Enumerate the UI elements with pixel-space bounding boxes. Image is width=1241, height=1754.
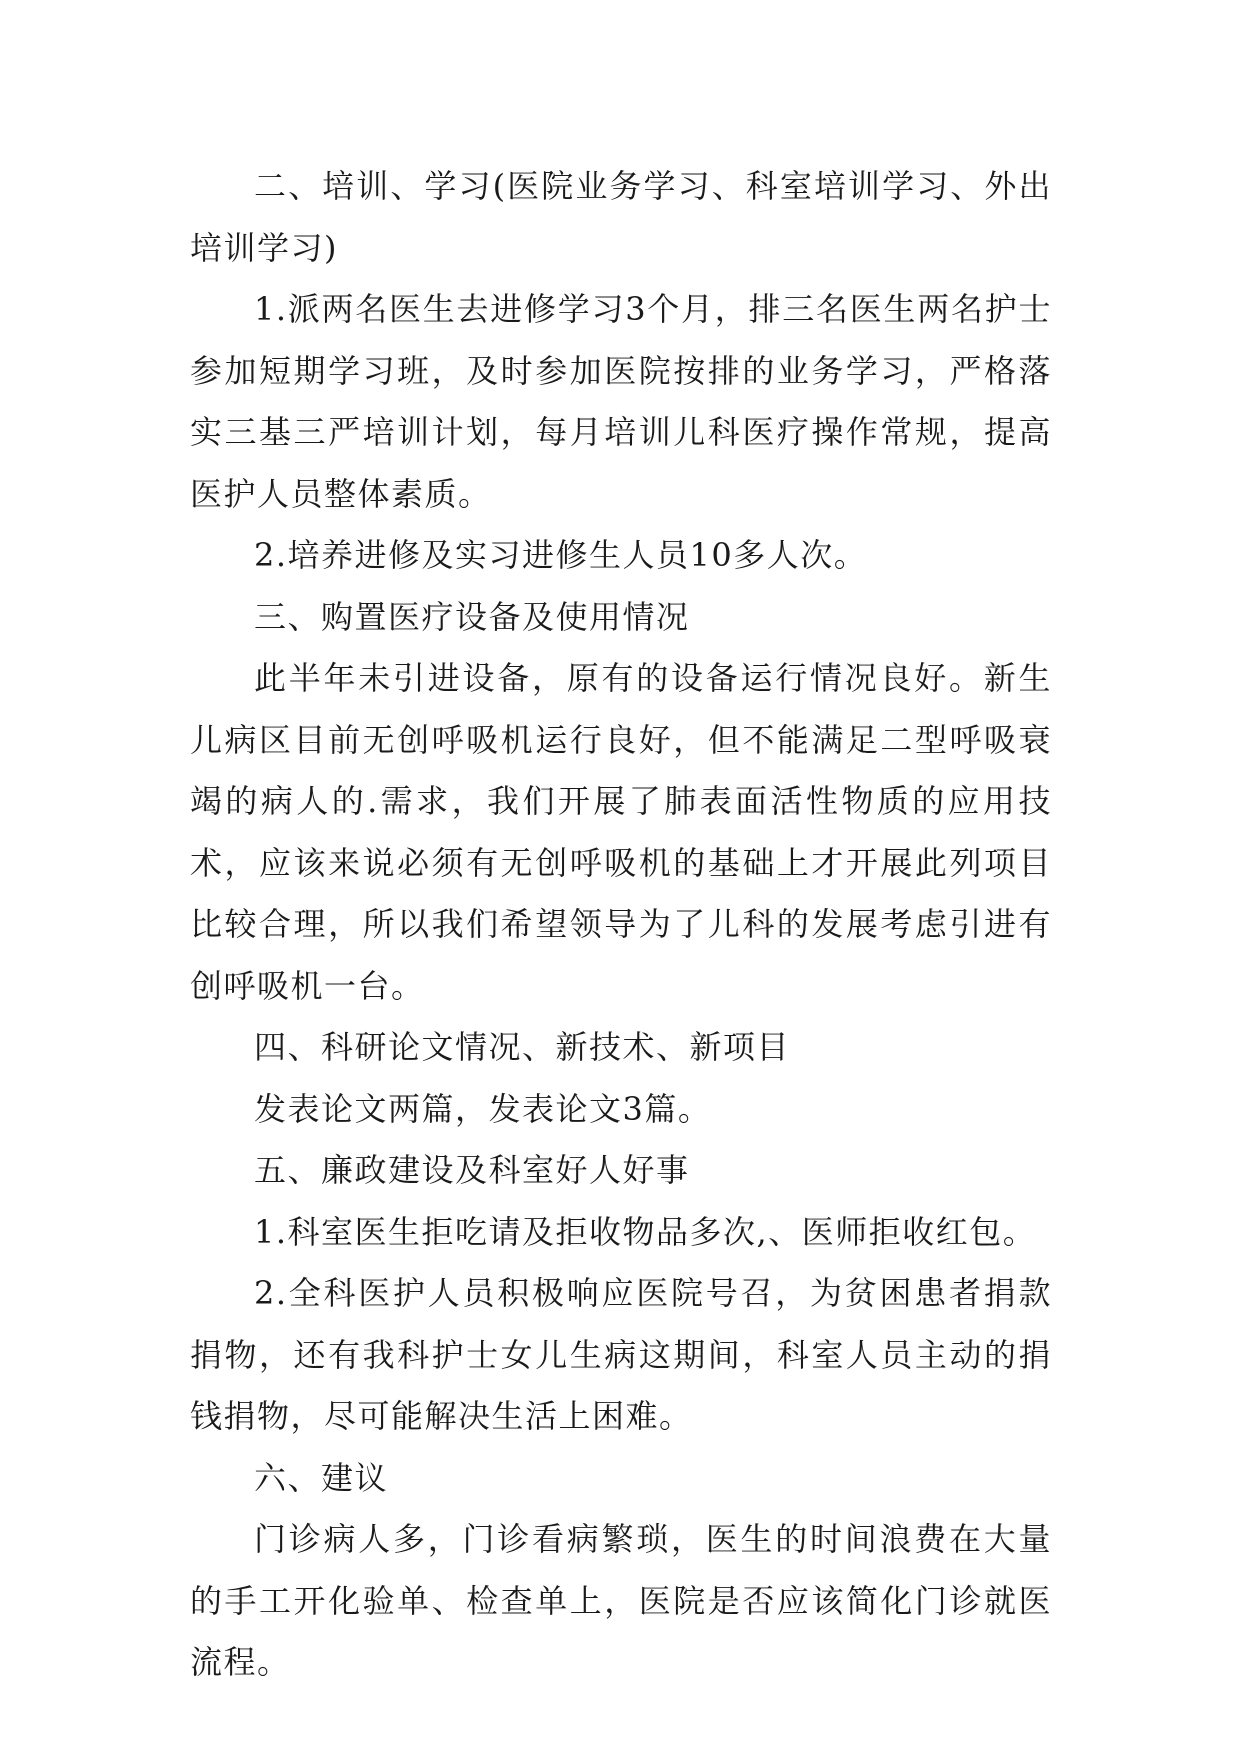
paragraph-training-item-2: 2.培养进修及实习进修生人员10多人次。 bbox=[254, 536, 868, 574]
heading-equipment: 三、购置医疗设备及使用情况 bbox=[254, 597, 690, 636]
heading-research: 四、科研论文情况、新技术、新项目 bbox=[254, 1028, 791, 1066]
heading-training: 二、培训、学习(医院业务学习、科室培训学习、外出培训学习) bbox=[190, 167, 1052, 267]
paragraph-equipment: 此半年未引进设备，原有的设备运行情况良好。新生儿病区目前无创呼吸机运行良好，但不能满足二型呼吸衰竭的病人的.需求，我们开展了肺表面活性物质的应用技术，应该来说必须有无创呼吸机的基础上才开展此列项目比较合理，所以我们希望领导为了儿科的发展考虑引进有创呼吸机一台。 bbox=[190, 659, 1052, 1005]
paragraph-suggestions: 门诊病人多，门诊看病繁琐，医生的时间浪费在大量的手工开化验单、检查单上，医院是否应该简化门诊就医流程。 bbox=[190, 1520, 1052, 1681]
paragraph-training-item-1: 1.派两名医生去进修学习3个月，排三名医生两名护士参加短期学习班，及时参加医院按排的业务学习，严格落实三基三严培训计划，每月培训儿科医疗操作常规，提高医护人员整体素质。 bbox=[190, 290, 1052, 513]
paragraph-integrity-item-1: 1.科室医生拒吃请及拒收物品多次,、医师拒收红包。 bbox=[254, 1212, 1037, 1251]
heading-integrity: 五、廉政建设及科室好人好事 bbox=[254, 1151, 690, 1189]
paragraph-research: 发表论文两篇，发表论文3篇。 bbox=[254, 1089, 712, 1128]
document-body bbox=[190, 156, 1052, 1694]
paragraph-integrity-item-2: 2.全科医护人员积极响应医院号召，为贫困患者捐款捐物，还有我科护士女儿生病这期间，科室人员主动的捐钱捐物，尽可能解决生活上困难。 bbox=[190, 1274, 1052, 1435]
heading-suggestions: 六、建议 bbox=[254, 1458, 389, 1497]
